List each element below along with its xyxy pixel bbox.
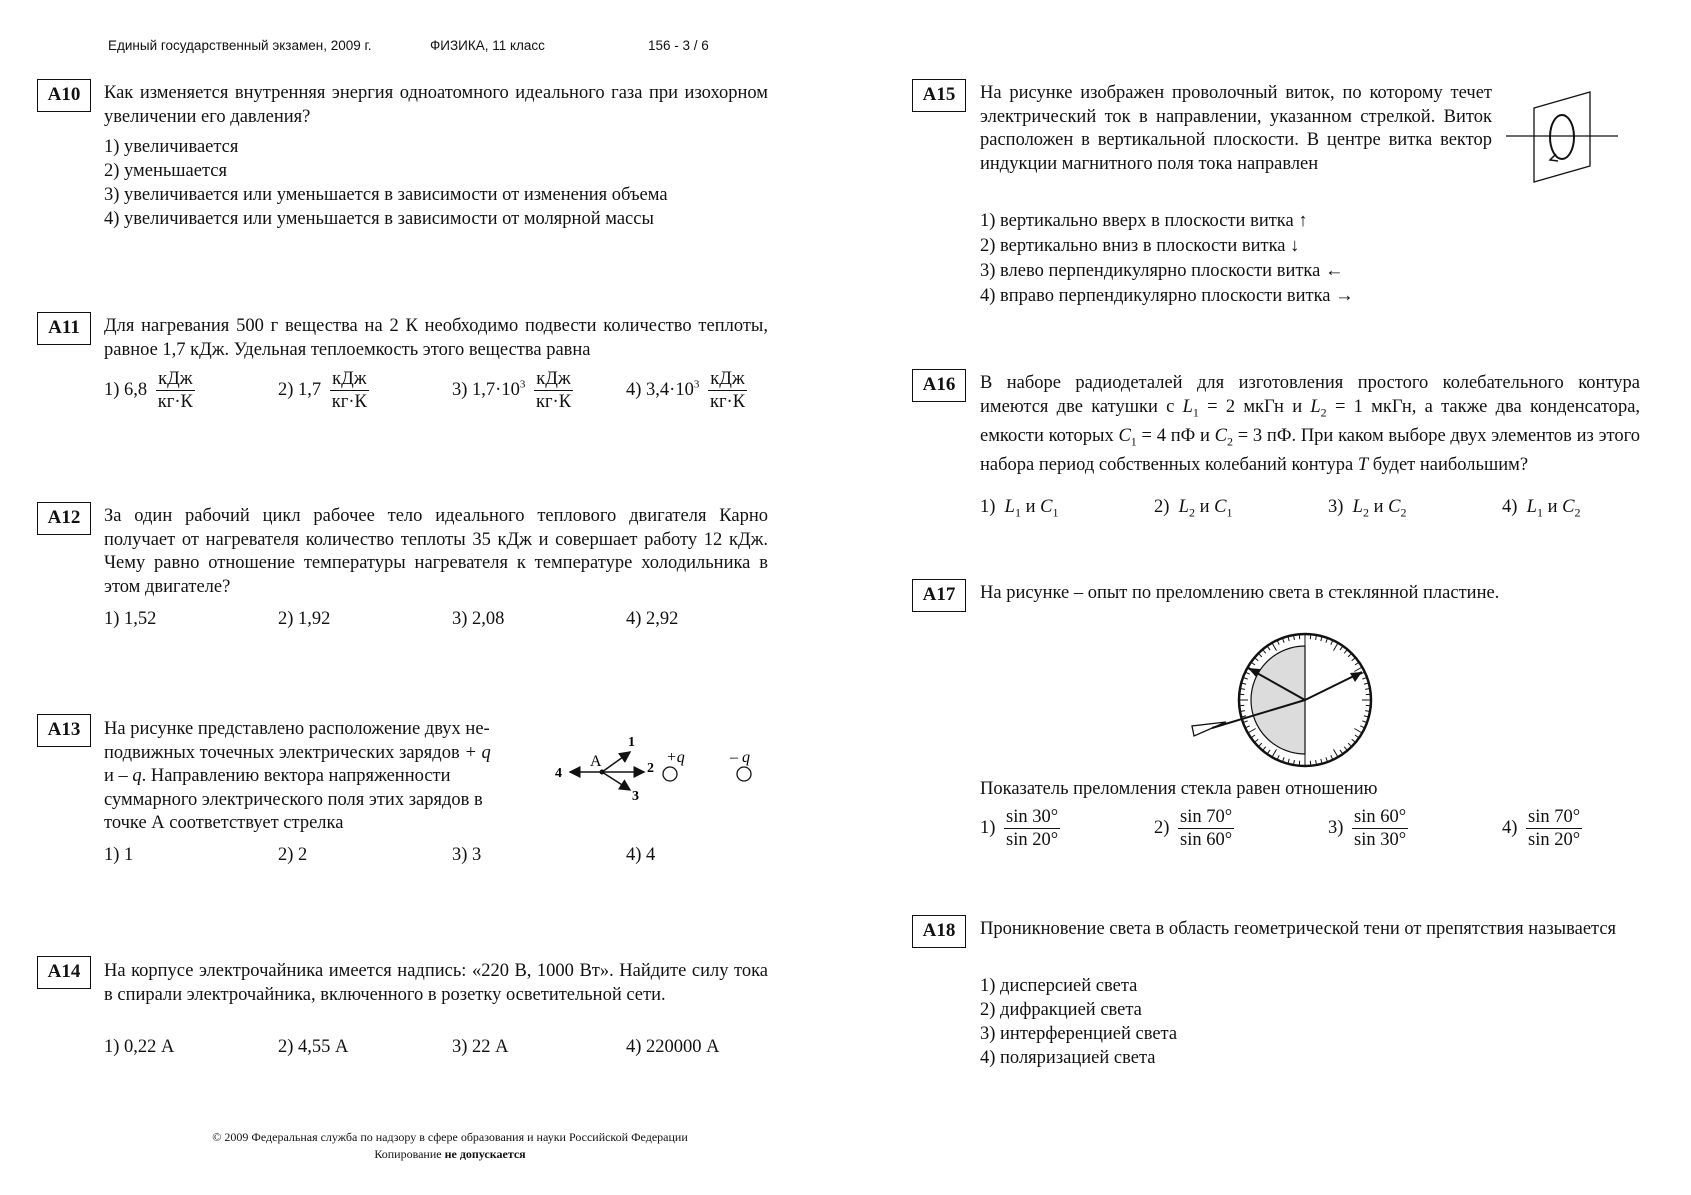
positive-charge <box>663 767 677 781</box>
option-a16-2[interactable]: 2) $L_2$ и $C_1$ <box>1154 497 1233 520</box>
option-a11-4-value: 4) 3,4·10 <box>626 379 694 400</box>
option-a16-4[interactable]: 4) $L_1$ и $C_2$ <box>1502 497 1581 520</box>
unit-fraction: $\frac{\text{кДж}}{кг\cdot К}$ <box>535 369 572 412</box>
wire-loop <box>1550 115 1574 159</box>
option-a17-4[interactable]: 4) $\frac{\sin 70^\circ}{\sin 20^\circ}$ <box>1502 807 1581 850</box>
option-a10-3[interactable]: 3) увеличивается или уменьшается в зависимости от изменения объема <box>104 185 668 205</box>
option-a17-1[interactable]: 1) $\frac{\sin 30^\circ}{\sin 20^\circ}$ <box>980 807 1059 850</box>
option-a14-3[interactable]: 3) 22 А <box>452 1037 509 1057</box>
option-a11-2-value: 2) 1,7 <box>278 379 322 400</box>
question-label-a12: A12 <box>37 502 91 535</box>
glass-plate <box>1251 646 1305 754</box>
protractor-tick <box>1334 749 1339 757</box>
option-a11-4[interactable]: 4) $3,4\cdot 10^3$ $\frac{\text{кДж}}{кг\cdot К}$ <box>626 369 746 412</box>
option-a15-2[interactable]: 2) вертикально вниз в плоскости витка ↓ <box>980 236 1300 256</box>
unit-fraction: $\frac{\text{кДж}}{кг\cdot К}$ <box>157 369 193 412</box>
arrow-1 <box>602 752 630 772</box>
point-a-label: A <box>590 753 602 770</box>
question-text-a18: Проникновение света в область геометрической тени от препятствия называется <box>980 919 1617 939</box>
option-a11-3[interactable]: 3) $1,7\cdot 10^3$ $\frac{\text{кДж}}{кг\cdot К}$ <box>452 369 572 412</box>
copyright: © 2009 Федеральная служба по надзору в сфере образования и науки Российской Федерации <box>212 1130 688 1144</box>
arrow-3-label: 3 <box>632 789 639 804</box>
option-a12-4[interactable]: 4) 2,92 <box>626 609 679 629</box>
option-a10-4[interactable]: 4) увеличивается или уменьшается в зависимости от молярной массы <box>104 209 654 229</box>
protractor-tick <box>1248 729 1256 734</box>
option-a12-3[interactable]: 3) 2,08 <box>452 609 505 629</box>
option-a14-2[interactable]: 2) 4,55 А <box>278 1037 349 1057</box>
question-label-a10: A10 <box>37 79 91 112</box>
option-a16-1[interactable]: 1) $L_1$ и $C_1$ <box>980 497 1059 520</box>
option-a18-4[interactable]: 4) поляризацией света <box>980 1048 1156 1068</box>
protractor-tick <box>1354 729 1362 734</box>
question-text-a10: Как изменяется внутренняя энергия одноатомного идеального газа при изохорном увеличении его давления? <box>104 83 768 127</box>
option-a11-1-value: 1) 6,8 <box>104 379 148 400</box>
option-a13-1[interactable]: 1) 1 <box>104 845 134 865</box>
question-label-a18: A18 <box>912 915 966 948</box>
question-label-a14: A14 <box>37 956 91 989</box>
option-a14-4[interactable]: 4) 220000 А <box>626 1037 720 1057</box>
copy-notice: Копирование не допускается <box>374 1147 526 1161</box>
option-a17-3[interactable]: 3) $\frac{\sin 60^\circ}{\sin 30^\circ}$ <box>1328 807 1407 850</box>
question-label-a17: A17 <box>912 579 966 612</box>
question-text-a13: На рисунке представлено расположение двух не- подвижных точечных электрических зарядов + q и – q. Направлению вектора напряженности суммарного электрического поля этих зарядов в точке А соответствует стрелка <box>104 719 491 833</box>
unit-fraction: $\frac{\text{кДж}}{кг\cdot К}$ <box>709 369 746 412</box>
positive-charge-label: +q <box>666 749 685 766</box>
subject-title: ФИЗИКА, 11 класс <box>430 38 545 53</box>
arrow-1-label: 1 <box>628 735 635 750</box>
protractor-tick <box>1272 643 1277 651</box>
option-a18-3[interactable]: 3) интерференцией света <box>980 1024 1178 1044</box>
question-label-a15: A15 <box>912 79 966 112</box>
question-label-a11: A11 <box>37 312 91 345</box>
question-text-a11: Для нагревания 500 г вещества на 2 К необходимо подвести количество теплоты, равное 1,7 кДж. Удельная теплоемкость этого вещества равна <box>104 316 768 360</box>
option-a15-4[interactable]: 4) вправо перпендикулярно плоскости витка → <box>980 286 1354 306</box>
light-source-beam <box>1192 722 1226 736</box>
protractor-tick <box>1354 667 1362 672</box>
option-a17-2[interactable]: 2) $\frac{\sin 70^\circ}{\sin 60^\circ}$ <box>1154 807 1233 850</box>
charges-figure <box>550 728 770 808</box>
protractor-tick <box>1334 643 1339 651</box>
question-text-a15: На рисунке изображен проволочный виток, по которому течет электрический ток в направлении, указанном стрелкой. Виток расположен в вертикальной плоскости. В центре витка вектор индукции магнитного поля тока направлен <box>980 83 1492 174</box>
question-text-a14: На корпусе электрочайника имеется надпись: «220 В, 1000 Вт». Найдите силу тока в спирали электрочайника, включенного в розетку осветительной сети. <box>104 961 768 1005</box>
option-a13-2[interactable]: 2) 2 <box>278 845 308 865</box>
option-a13-4[interactable]: 4) 4 <box>626 845 656 865</box>
question-text-a16: В наборе радиодеталей для изготовления простого колебательного контура имеются две катушки с $L_1 = 2$ мкГн и $L_2 = 1$ мкГн, а также два конденсатора, емкости которых $C_1 = 4$ пФ и $C_2 = 3$ пФ. При каком выборе двух элементов из этого набора период собственных колебаний контура T будет наибольшим? <box>980 373 1641 475</box>
option-a14-1[interactable]: 1) 0,22 А <box>104 1037 175 1057</box>
question-text-a17-b: Показатель преломления стекла равен отношению <box>980 779 1378 799</box>
option-a13-3[interactable]: 3) 3 <box>452 845 482 865</box>
wire-loop-figure <box>1504 88 1620 188</box>
arrow-2-label: 2 <box>647 761 654 776</box>
question-label-a13: A13 <box>37 714 91 747</box>
option-a11-1[interactable] <box>104 368 195 413</box>
option-a10-1[interactable]: 1) увеличивается <box>104 137 239 157</box>
plane-outline <box>1534 92 1590 182</box>
option-a15-3[interactable]: 3) влево перпендикулярно плоскости витка ← <box>980 261 1344 281</box>
page-number: 156 - 3 / 6 <box>648 38 709 53</box>
exam-title: Единый государственный экзамен, 2009 г. <box>108 38 372 53</box>
question-text-a12: За один рабочий цикл рабочее тело идеального теплового двигателя Карно получает от нагревателя количество теплоты 35 кДж и совершает работу 12 кДж. Чему равно отношение температуры нагревателя к температуре холодильника в этом двигателе? <box>104 506 768 597</box>
question-label-a16: A16 <box>912 369 966 402</box>
negative-charge <box>737 767 751 781</box>
unit-fraction: $\frac{\text{кДж}}{кг\cdot К}$ <box>331 369 367 412</box>
arrow-3 <box>602 772 630 790</box>
negative-charge-label: – q <box>730 749 750 766</box>
option-a15-1[interactable]: 1) вертикально вверх в плоскости витка ↑ <box>980 211 1308 231</box>
option-a16-3[interactable]: 3) $L_2$ и $C_2$ <box>1328 497 1407 520</box>
option-a11-3-value: 3) 1,7·10 <box>452 379 520 400</box>
option-a18-2[interactable]: 2) дифракцией света <box>980 1000 1142 1020</box>
arrow-4-label: 4 <box>555 766 562 781</box>
option-a10-2[interactable]: 2) уменьшается <box>104 161 227 181</box>
option-a12-1[interactable]: 1) 1,52 <box>104 609 157 629</box>
protractor-tick <box>1272 749 1277 757</box>
option-a18-1[interactable]: 1) дисперсией света <box>980 976 1138 996</box>
option-a12-2[interactable]: 2) 1,92 <box>278 609 331 629</box>
question-text-a17: На рисунке – опыт по преломлению света в стеклянной пластине. <box>980 583 1500 603</box>
option-a11-2[interactable] <box>278 368 369 413</box>
refraction-figure <box>1190 630 1380 770</box>
